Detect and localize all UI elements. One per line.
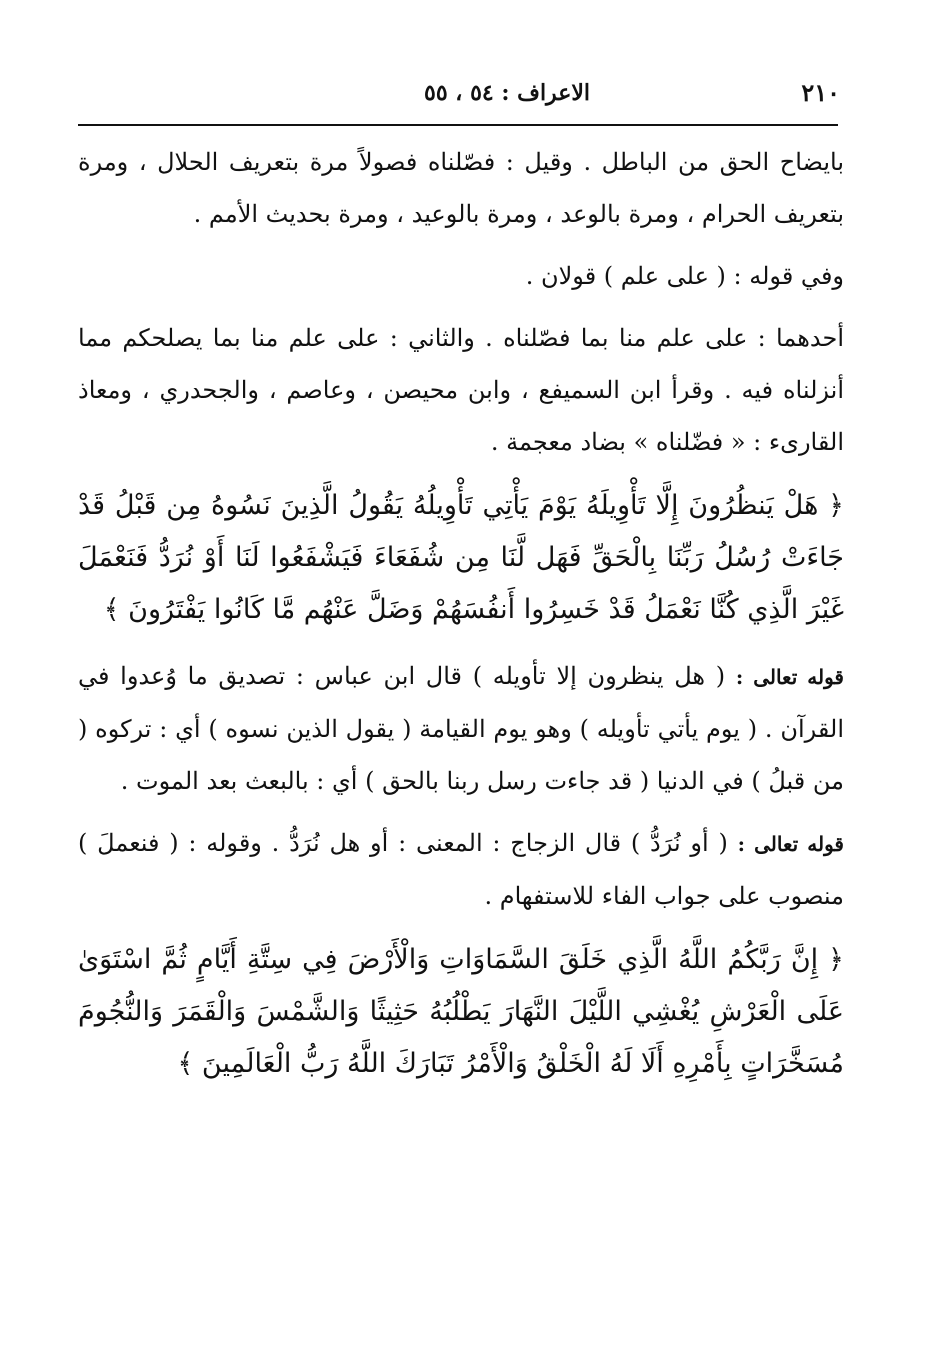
paragraph-4-lead: قوله تعالى : [735, 665, 844, 689]
page-body [78, 136, 844, 1104]
paragraph-4-text: ( هل ينظرون إلا تأويله ) قال ابن عباس : تصديق ما وُعدوا في القرآن . ( يوم يأتي تأويله ) وهو يوم القيامة ( يقول الذين نسوه ) أي : تركوه ( من قبلُ ) في الدنيا ( قد جاءت رسل ربنا بالحق ) أي : بالبعث بعد الموت . [78, 662, 844, 795]
paragraph-5-lead: قوله تعالى : [737, 832, 844, 856]
quran-verse-1: ﴿ هَلْ يَنظُرُونَ إِلَّا تَأْوِيلَهُ يَوْمَ يَأْتِي تَأْوِيلُهُ يَقُولُ الَّذِينَ نَسُوهُ مِن قَبْلُ قَدْ جَاءَتْ رُسُلُ رَبِّنَا بِالْحَقِّ فَهَل لَّنَا مِن شُفَعَاءَ فَيَشْفَعُوا لَنَا أَوْ نُرَدُّ فَنَعْمَلَ غَيْرَ الَّذِي كُنَّا نَعْمَلُ قَدْ خَسِرُوا أَنفُسَهُمْ وَضَلَّ عَنْهُم مَّا كَانُوا يَفْتَرُونَ ﴾ [78, 490, 844, 625]
paragraph-5-text: ( أو نُرَدُّ ) قال الزجاج : المعنى : أو هل نُرَدُّ . وقوله : ( فنعملَ ) منصوب على جواب الفاء للاستفهام . [78, 829, 844, 910]
paragraph-2: وفي قوله : ( على علم ) قولان . [525, 262, 844, 290]
page-header [80, 78, 840, 118]
running-head: الاعراف : ٥٤ ، ٥٥ [424, 80, 590, 106]
header-rule [78, 124, 838, 126]
paragraph-1: بايضاح الحق من الباطل . وقيل : فصّلناه فصولاً مرة بتعريف الحلال ، ومرة بتعريف الحرام ، ومرة بالوعد ، ومرة بالوعيد ، ومرة بحديث الأمم . [78, 148, 844, 228]
quran-verse-2: ﴿ إِنَّ رَبَّكُمُ اللَّهُ الَّذِي خَلَقَ السَّمَاوَاتِ وَالْأَرْضَ فِي سِتَّةِ أَيَّامٍ ثُمَّ اسْتَوَىٰ عَلَى الْعَرْشِ يُغْشِي اللَّيْلَ النَّهَارَ يَطْلُبُهُ حَثِيثًا وَالشَّمْسَ وَالْقَمَرَ وَالنُّجُومَ مُسَخَّرَاتٍ بِأَمْرِهِ أَلَا لَهُ الْخَلْقُ وَالْأَمْرُ تَبَارَكَ اللَّهُ رَبُّ الْعَالَمِينَ ﴾ [78, 944, 844, 1079]
page-number: ٢١٠ [801, 78, 840, 107]
paragraph-5 [78, 817, 844, 922]
paragraph-3: أحدهما : على علم منا بما فصّلناه . والثاني : على علم منا بما يصلحكم مما أنزلناه فيه . وقرأ ابن السميفع ، وابن محيصن ، وعاصم ، والجحدري ، ومعاذ القارىء : « فضّلناه » بضاد معجمة . [78, 324, 844, 456]
paragraph-4 [78, 650, 844, 807]
